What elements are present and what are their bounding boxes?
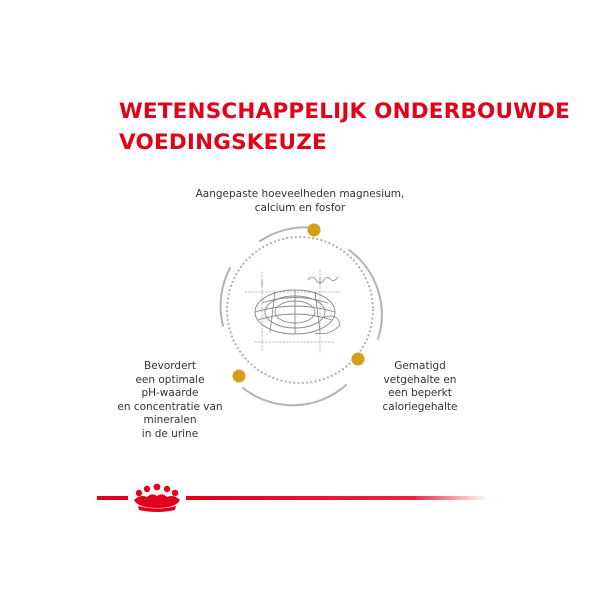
benefit-fat: [350, 360, 490, 414]
benefit-fat-line-2: vetgehalte en: [383, 373, 457, 386]
benefit-minerals-line-2: calcium en fosfor: [254, 201, 346, 214]
benefit-ph-line-1: Bevordert: [144, 360, 196, 372]
benefit-fat-line-3: een beperkt: [388, 387, 452, 399]
benefit-ph-line-4: en concentratie van: [117, 400, 223, 413]
royal-canin-crown-icon: [134, 484, 180, 512]
benefit-ph-line-2: een optimale: [135, 373, 205, 386]
benefit-ph-line-6: in de urine: [141, 427, 199, 440]
footer-rule-left: [97, 496, 128, 500]
benefit-ph: [100, 360, 240, 441]
benefit-dots: [233, 224, 365, 383]
benefit-fat-line-4: caloriegehalte: [382, 400, 458, 413]
benefit-fat-line-1: Gematigd: [394, 360, 446, 372]
page-title-line-2: VOEDINGSKEUZE: [119, 130, 327, 155]
benefit-ph-line-3: pH-waarde: [141, 387, 199, 399]
benefit-dot-top: [308, 224, 321, 237]
footer-rule-right: [186, 496, 488, 500]
brand-footer: [0, 480, 600, 520]
benefit-ph-line-5: mineralen: [143, 414, 197, 426]
benefit-minerals-line-1: Aangepaste hoeveelheden magnesium,: [195, 188, 405, 200]
page-title-line-1: WETENSCHAPPELIJK ONDERBOUWDE: [119, 99, 571, 124]
kibble-sketch-icon: [245, 270, 340, 352]
